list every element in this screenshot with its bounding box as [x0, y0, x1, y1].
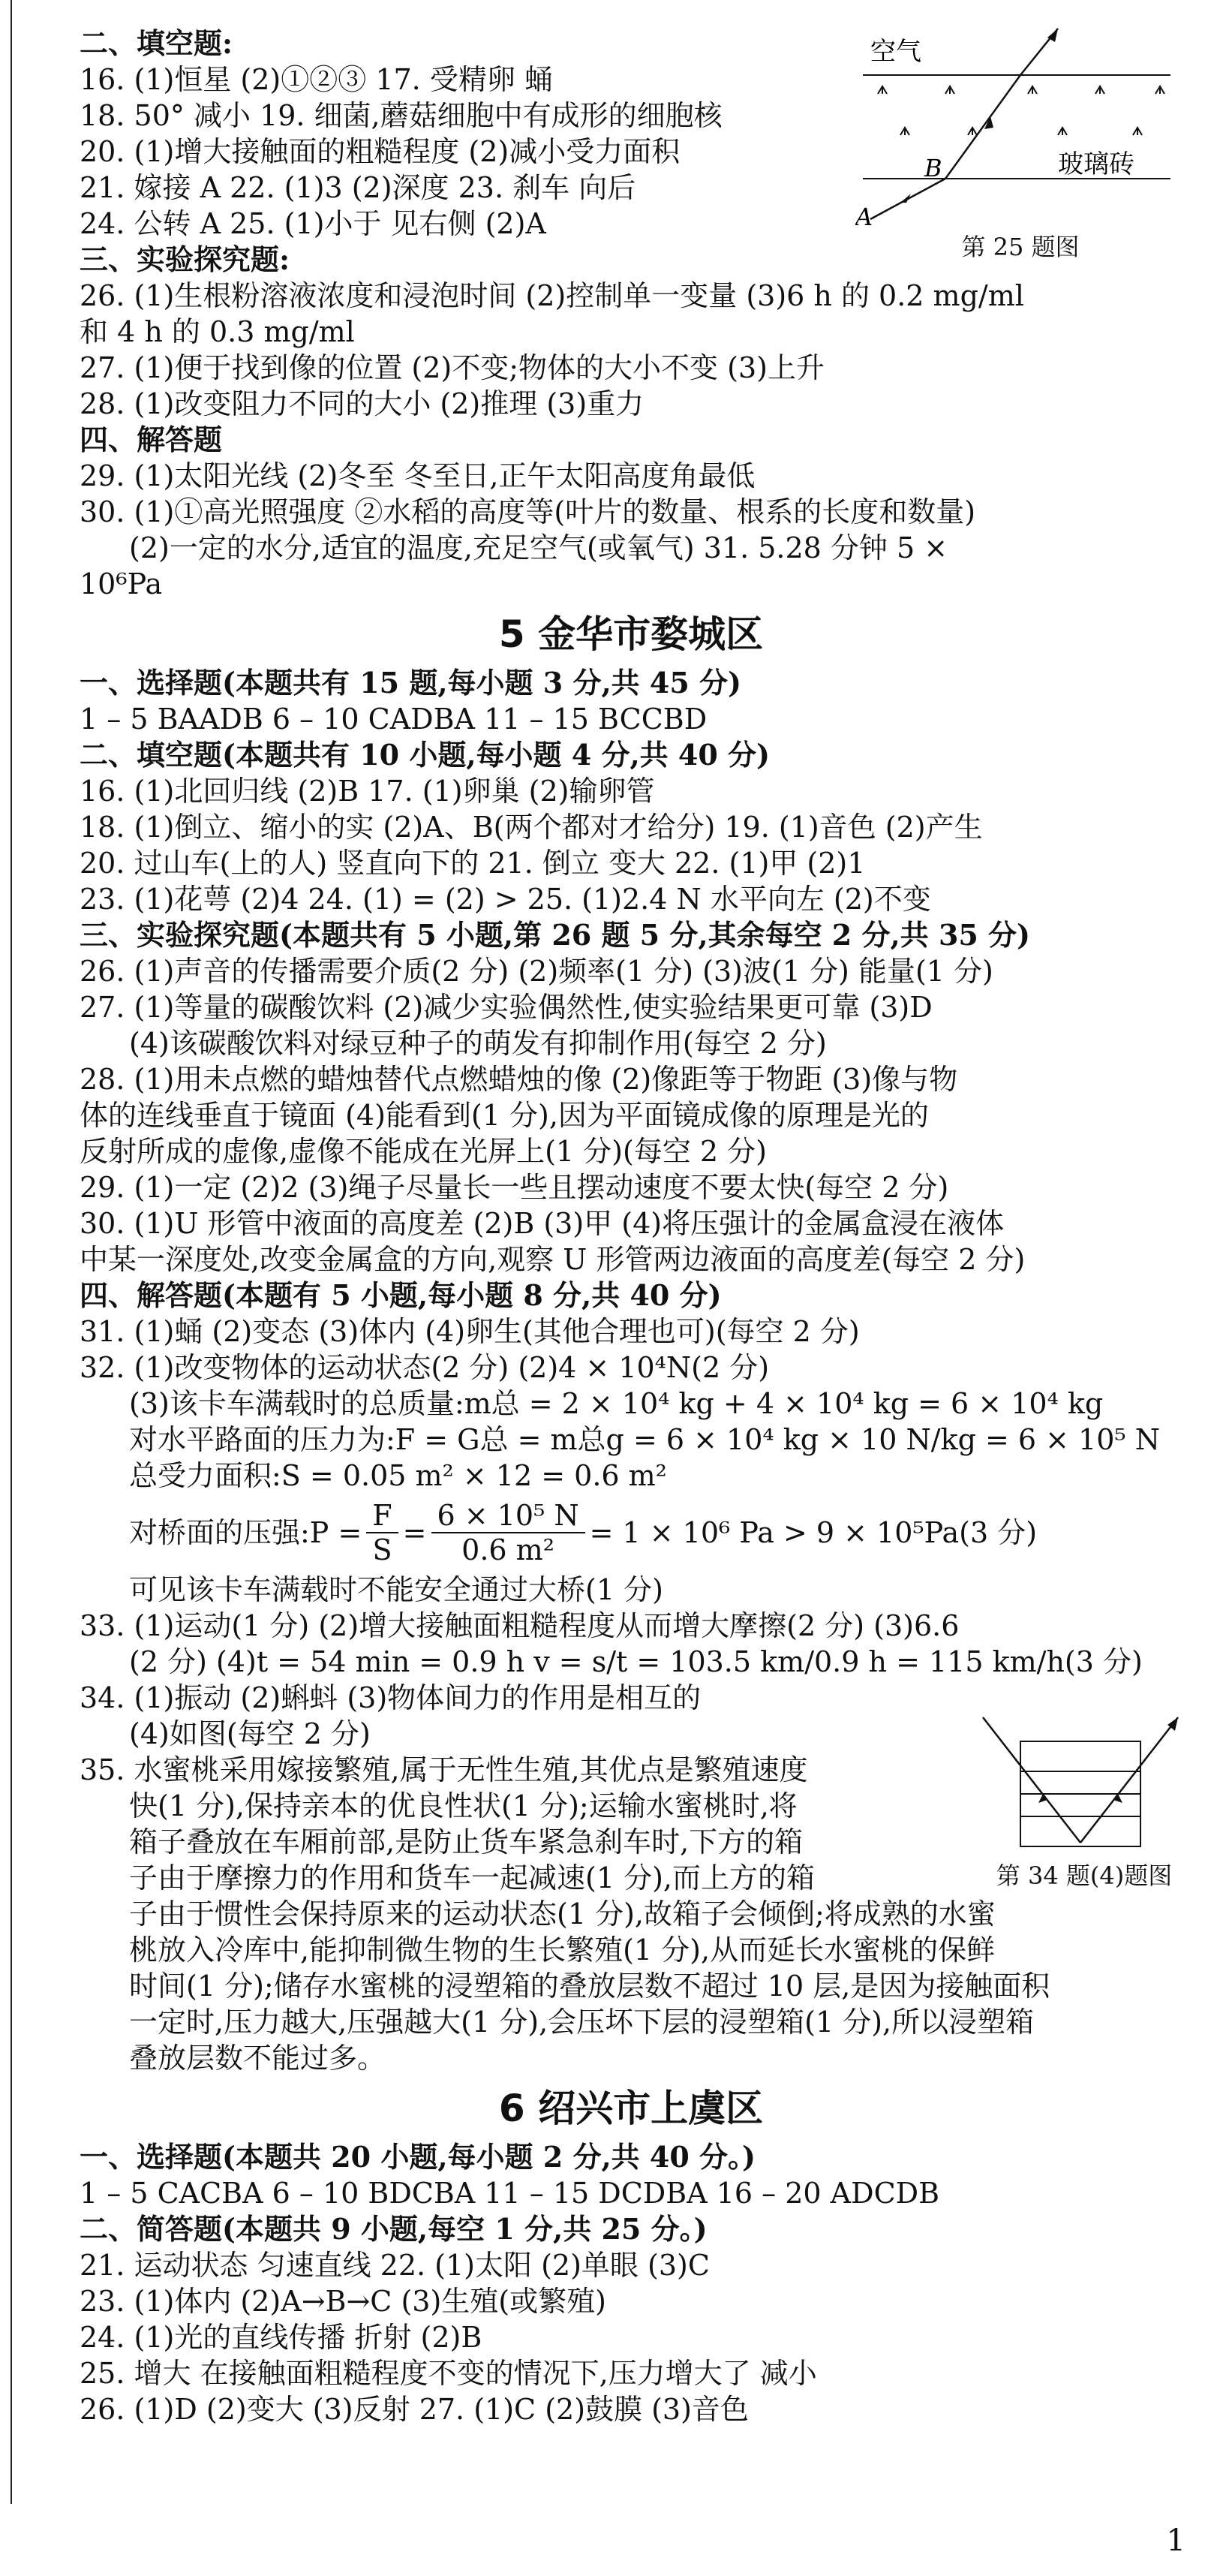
answer-line: 16. (1)北回归线 (2)B 17. (1)卵巢 (2)输卵管	[80, 775, 655, 808]
answer-line: 1 – 5 CACBA 6 – 10 BDCBA 11 – 15 DCDBA 16 – 20 ADCDB	[80, 2177, 940, 2210]
fraction-f-over-s: $\frac{F}{S}$	[366, 1499, 398, 1566]
figure-25	[855, 23, 1185, 263]
page-number: 1	[1166, 2523, 1185, 2558]
section-experiment-answers	[80, 242, 1182, 602]
answer-line: 26. (1)声音的传播需要介质(2 分) (2)频率(1 分) (3)波(1 分) 能量(1 分)	[80, 955, 993, 988]
section-heading: 一、选择题(本题共 20 小题,每小题 2 分,共 40 分。)	[80, 2140, 756, 2174]
answer-line: 中某一深度处,改变金属盒的方向,观察 U 形管两边液面的高度差(每空 2 分)	[80, 1243, 1026, 1276]
section-jinhua-answers	[80, 665, 1182, 1494]
section-q32-q33	[80, 1572, 1182, 1680]
section-heading: 二、填空题(本题共有 10 小题,每小题 4 分,共 40 分)	[80, 738, 770, 772]
answer-line: 27. (1)等量的碳酸饮料 (2)减少实验偶然性,使实验结果更可靠 (3)D	[80, 991, 933, 1024]
answer-line: 子由于摩擦力的作用和货车一起减速(1 分),而上方的箱	[129, 1861, 815, 1894]
answer-line: (4)如图(每空 2 分)	[129, 1717, 371, 1750]
pressure-formula	[80, 1494, 1182, 1572]
figure-34	[975, 1711, 1193, 1899]
answer-line: 快(1 分),保持亲本的优良性状(1 分);运输水蜜桃时,将	[129, 1789, 798, 1822]
answer-line: 26. (1)生根粉溶液浓度和浸泡时间 (2)控制单一变量 (3)6 h 的 0.2 mg/ml	[80, 279, 1024, 312]
section-heading: 四、解答题(本题有 5 小题,每小题 8 分,共 40 分)	[80, 1278, 722, 1312]
section-heading: 一、选择题(本题共有 15 题,每小题 3 分,共 45 分)	[80, 666, 741, 700]
answer-line: 和 4 h 的 0.3 mg/ml	[80, 315, 355, 348]
answer-line: 20. 过山车(上的人) 竖直向下的 21. 倒立 变大 22. (1)甲 (2)1	[80, 847, 866, 880]
answer-line: 叠放层数不能过多。	[129, 2042, 386, 2075]
answer-line: 箱子叠放在车厢前部,是防止货车紧急刹车时,下方的箱	[129, 1825, 804, 1858]
answer-line: 27. (1)便于找到像的位置 (2)不变;物体的大小不变 (3)上升	[80, 351, 825, 384]
mirror-diagram	[975, 1711, 1193, 1854]
figure-34-caption: 第 34 题(4)题图	[996, 1861, 1173, 1890]
answer-line: 反射所成的虚像,虚像不能成在光屏上(1 分)(每空 2 分)	[80, 1135, 767, 1168]
answer-line: (2 分) (4)t = 54 min = 0.9 h v = s/t = 103.5 km/0.9 h = 115 km/h(3 分)	[129, 1645, 1143, 1678]
answer-line: 可见该卡车满载时不能安全通过大桥(1 分)	[129, 1573, 663, 1606]
label-a: A	[855, 203, 873, 225]
answer-line: (2)一定的水分,适宜的温度,充足空气(或氧气) 31. 5.28 分钟 5 ×	[129, 531, 948, 564]
answer-line: 体的连线垂直于镜面 (4)能看到(1 分),因为平面镜成像的原理是光的	[80, 1099, 929, 1132]
answer-line: 24. 公转 A 25. (1)小于 见右侧 (2)A	[80, 207, 546, 240]
answer-line: 30. (1)U 形管中液面的高度差 (2)B (3)甲 (4)将压强计的金属盒浸在液体	[80, 1207, 1005, 1240]
section-q35-cont	[80, 1896, 1182, 2076]
answer-line: 21. 嫁接 A 22. (1)3 (2)深度 23. 刹车 向后	[80, 171, 636, 204]
formula-suffix: = 1 × 10⁶ Pa > 9 × 10⁵Pa(3 分)	[589, 1516, 1038, 1549]
margin-rule	[11, 0, 12, 2504]
section-title-5: 5 金华市婺城区	[498, 612, 764, 656]
answer-line: 31. (1)蛹 (2)变态 (3)体内 (4)卵生(其他合理也可)(每空 2 分)	[80, 1315, 860, 1348]
answer-line: 时间(1 分);储存水蜜桃的浸塑箱的叠放层数不超过 10 层,是因为接触面积	[129, 1970, 1050, 2003]
answer-line: 30. (1)①高光照强度 ②水稻的高度等(叶片的数量、根系的长度和数量)	[80, 495, 976, 528]
figure-25-caption: 第 25 题图	[961, 233, 1080, 261]
label-b: B	[924, 154, 942, 182]
answer-line: 33. (1)运动(1 分) (2)增大接触面粗糙程度从而增大摩擦(2 分) (3)6.6	[80, 1609, 960, 1642]
answer-line: 26. (1)D (2)变大 (3)反射 27. (1)C (2)鼓膜 (3)音色	[80, 2393, 749, 2426]
section-heading: 二、简答题(本题共 9 小题,每空 1 分,共 25 分。)	[80, 2212, 708, 2246]
answer-line: 10⁶Pa	[80, 567, 163, 600]
answer-line: 总受力面积:S = 0.05 m² × 12 = 0.6 m²	[129, 1459, 667, 1492]
answer-line: 21. 运动状态 匀速直线 22. (1)太阳 (2)单眼 (3)C	[80, 2249, 710, 2282]
answer-line: 23. (1)体内 (2)A→B→C (3)生殖(或繁殖)	[80, 2285, 606, 2318]
answer-line: 35. 水蜜桃采用嫁接繁殖,属于无性生殖,其优点是繁殖速度	[80, 1753, 808, 1786]
answer-line: 23. (1)花萼 (2)4 24. (1) = (2) > 25. (1)2.4 N 水平向左 (2)不变	[80, 883, 931, 916]
answer-line: 29. (1)太阳光线 (2)冬至 冬至日,正午太阳高度角最低	[80, 459, 756, 492]
section-heading: 三、实验探究题:	[80, 242, 290, 276]
refraction-diagram	[855, 23, 1185, 225]
answer-line: 29. (1)一定 (2)2 (3)绳子尽量长一些且摆动速度不要太快(每空 2 分)	[80, 1171, 949, 1204]
fraction-values: $\frac{\text{6 × 10⁵ N}}{\text{0.6 m²}}$	[431, 1499, 585, 1566]
answer-line: 32. (1)改变物体的运动状态(2 分) (2)4 × 10⁴N(2 分)	[80, 1351, 770, 1384]
answer-line: (3)该卡车满载时的总质量:m总 = 2 × 10⁴ kg + 4 × 10⁴ kg = 6 × 10⁴ kg	[129, 1387, 1104, 1420]
section-top-answers	[80, 26, 946, 242]
section-title-6: 6 绍兴市上虞区	[498, 2087, 764, 2130]
answer-line: 16. (1)恒星 (2)①②③ 17. 受精卵 蛹	[80, 63, 553, 96]
section-q34-q35	[80, 1680, 946, 1896]
answer-line: 18. 50° 减小 19. 细菌,蘑菇细胞中有成形的细胞核	[80, 99, 723, 132]
answer-line: 桃放入冷库中,能抑制微生物的生长繁殖(1 分),从而延长水蜜桃的保鲜	[129, 1934, 996, 1967]
label-air: 空气	[870, 37, 921, 67]
section-heading: 二、填空题:	[80, 26, 233, 60]
answer-line: 子由于惯性会保持原来的运动状态(1 分),故箱子会倾倒;将成熟的水蜜	[129, 1897, 996, 1930]
section-heading: 三、实验探究题(本题共有 5 小题,第 26 题 5 分,其余每空 2 分,共 35 分)	[80, 918, 1031, 952]
answer-line: 1 – 5 BAADB 6 – 10 CADBA 11 – 15 BCCBD	[80, 703, 708, 736]
formula-prefix: 对桥面的压强:P =	[129, 1516, 362, 1549]
label-glass: 玻璃砖	[1058, 149, 1134, 179]
answer-line: (4)该碳酸饮料对绿豆种子的萌发有抑制作用(每空 2 分)	[129, 1027, 827, 1060]
answer-line: 一定时,压力越大,压强越大(1 分),会压坏下层的浸塑箱(1 分),所以浸塑箱	[129, 2006, 1035, 2039]
answer-line: 34. (1)振动 (2)蝌蚪 (3)物体间力的作用是相互的	[80, 1681, 702, 1714]
answer-line: 20. (1)增大接触面的粗糙程度 (2)减小受力面积	[80, 135, 681, 168]
answer-page	[80, 26, 1182, 2427]
answer-line: 对水平路面的压力为:F = G总 = m总g = 6 × 10⁴ kg × 10 N/kg = 6 × 10⁵ N	[129, 1423, 1160, 1456]
answer-line: 28. (1)改变阻力不同的大小 (2)推理 (3)重力	[80, 387, 645, 420]
answer-line: 25. 增大 在接触面粗糙程度不变的情况下,压力增大了 减小	[80, 2357, 817, 2390]
section-shaoxing-answers	[80, 2139, 1182, 2427]
answer-line: 28. (1)用未点燃的蜡烛替代点燃蜡烛的像 (2)像距等于物距 (3)像与物	[80, 1063, 958, 1096]
section-heading: 四、解答题	[80, 423, 223, 456]
formula-equals: =	[402, 1516, 427, 1549]
answer-line: 24. (1)光的直线传播 折射 (2)B	[80, 2321, 482, 2354]
answer-line: 18. (1)倒立、缩小的实 (2)A、B(两个都对才给分) 19. (1)音色 (2)产生	[80, 811, 983, 844]
